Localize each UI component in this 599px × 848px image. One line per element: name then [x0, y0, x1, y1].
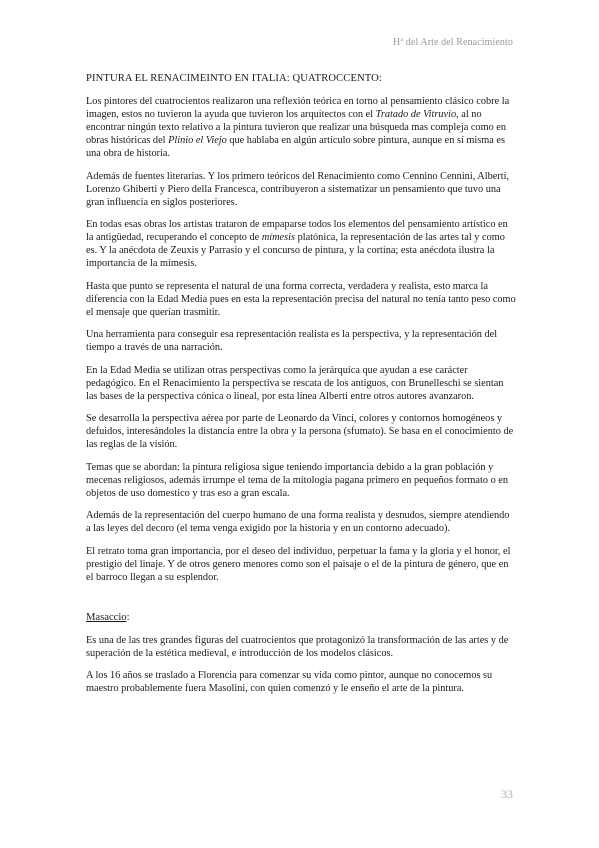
paragraph-2: Además de fuentes literarias. Y los primero teóricos del Renacimiento como Cennino Cennini, Alberti, Lorenzo Ghiberti y Piero della Francesca, contribuyeron a sistematizar un pensamiento que tuvo una gran influencia en siglos posteriores.	[86, 170, 510, 208]
paragraph-6: En la Edad Media se utilizan otras perspectivas como la jerárquica que ayudan a ese carácter pedagógico. En el Renacimiento la perspectiva se rescata de los antiguos, con Brunelleschi se sientan las bases de la perspectiva cónica o lineal, por esta línea Alberti entre otros autores avanzaron.	[86, 364, 504, 402]
paragraph-5: Una herramienta para conseguir esa representación realista es la perspectiva, y la representación del tiempo a través de una narración.	[86, 329, 498, 353]
running-header: Hª del Arte del Renacimiento	[393, 37, 513, 48]
section-paragraph-2: A los 16 años se traslado a Florencia para comenzar su vida como pintor, aunque no conocemos su maestro probablemente fuera Masolini, con quien comenzó y le enseño el arte de la pintura.	[86, 670, 493, 694]
italic-title-vitruvio: Tratado de Vitruvio	[375, 109, 457, 120]
paragraph-4: Hasta que punto se representa el natural de una forma correcta, verdadera y realista, esto marca la diferencia con la Edad Media pues en esta la representación precisa del natural no tenía tanto peso como el mensaje que querían trasmitir.	[86, 280, 516, 318]
page-content	[86, 72, 516, 705]
paragraph-10: El retrato toma gran importancia, por el deseo del individuo, perpetuar la fama y la gloria y el honor, el prestigio del linaje. Y de otros genero menores como son el paisaje o el de la pintura de género, que en el barroco llegan a su esplendor.	[86, 545, 511, 583]
italic-term-mimesis: mímesis	[261, 232, 296, 243]
paragraph-7: Se desarrolla la perspectiva aérea por parte de Leonardo da Vinci, colores y contornos homogéneos y defuidos, interesándoles la distancia entre la obra y la persona (sfumato). Se basa en el conocimiento de las reglas de la visión.	[86, 413, 514, 450]
italic-title-plinio: Plinio el Viejo	[168, 135, 227, 146]
paragraph-9: Además de la representación del cuerpo humano de una forma realista y desnudos, siempre atendiendo a las leyes del decoro (el tema venga exigido por la historia y en un contorno adecuado).	[86, 510, 510, 534]
section-title-masaccio: Masaccio:	[86, 611, 130, 623]
chapter-heading: PINTURA EL RENACIMEINTO EN ITALIA: QUATROCCENTO:	[86, 73, 382, 84]
paragraph-3: En todas esas obras los artistas trataron de empaparse todos los elementos del pensamiento artístico en la antigüedad, recuperando el concepto de mímesis platónica, la representación de las artes tal y como es. Y la anécdota de Zeuxis y Parrasio y el concurso de pintura, y la cortina; esta anécdota ilustra la importancia de la mímesis.	[86, 219, 508, 269]
paragraph-1: Los pintores del cuatrocientos realizaron una reflexión teórica en torno al pensamiento clásico cobre la imagen, estos no tuvieron la ayuda que tuvieron los arquitectos con el Tratado de Vitruvio, al no encontrar ningún texto relativo a la pintura tuvieron que realizar una búsqueda mas compleja como en obras históricas del Plinio el Viejo que hablaba en algún artículo sobre pintura, aunque en sí misma es una obra de historia.	[86, 96, 510, 159]
paragraph-8: Temas que se abordan: la pintura religiosa sigue teniendo importancia debido a la gran población y mecenas religiosos, además irrumpe el tema de la mitología pagana primero en pequeños formato o en objetos de uso domestico y tras eso a gran escala.	[86, 461, 509, 499]
page-number: 33	[501, 787, 513, 801]
section-paragraph-1: Es una de las tres grandes figuras del cuatrocientos que protagonizó la transformación de las artes y de superación de la estética medieval, e introducción de los modelos clásicos.	[86, 634, 509, 659]
